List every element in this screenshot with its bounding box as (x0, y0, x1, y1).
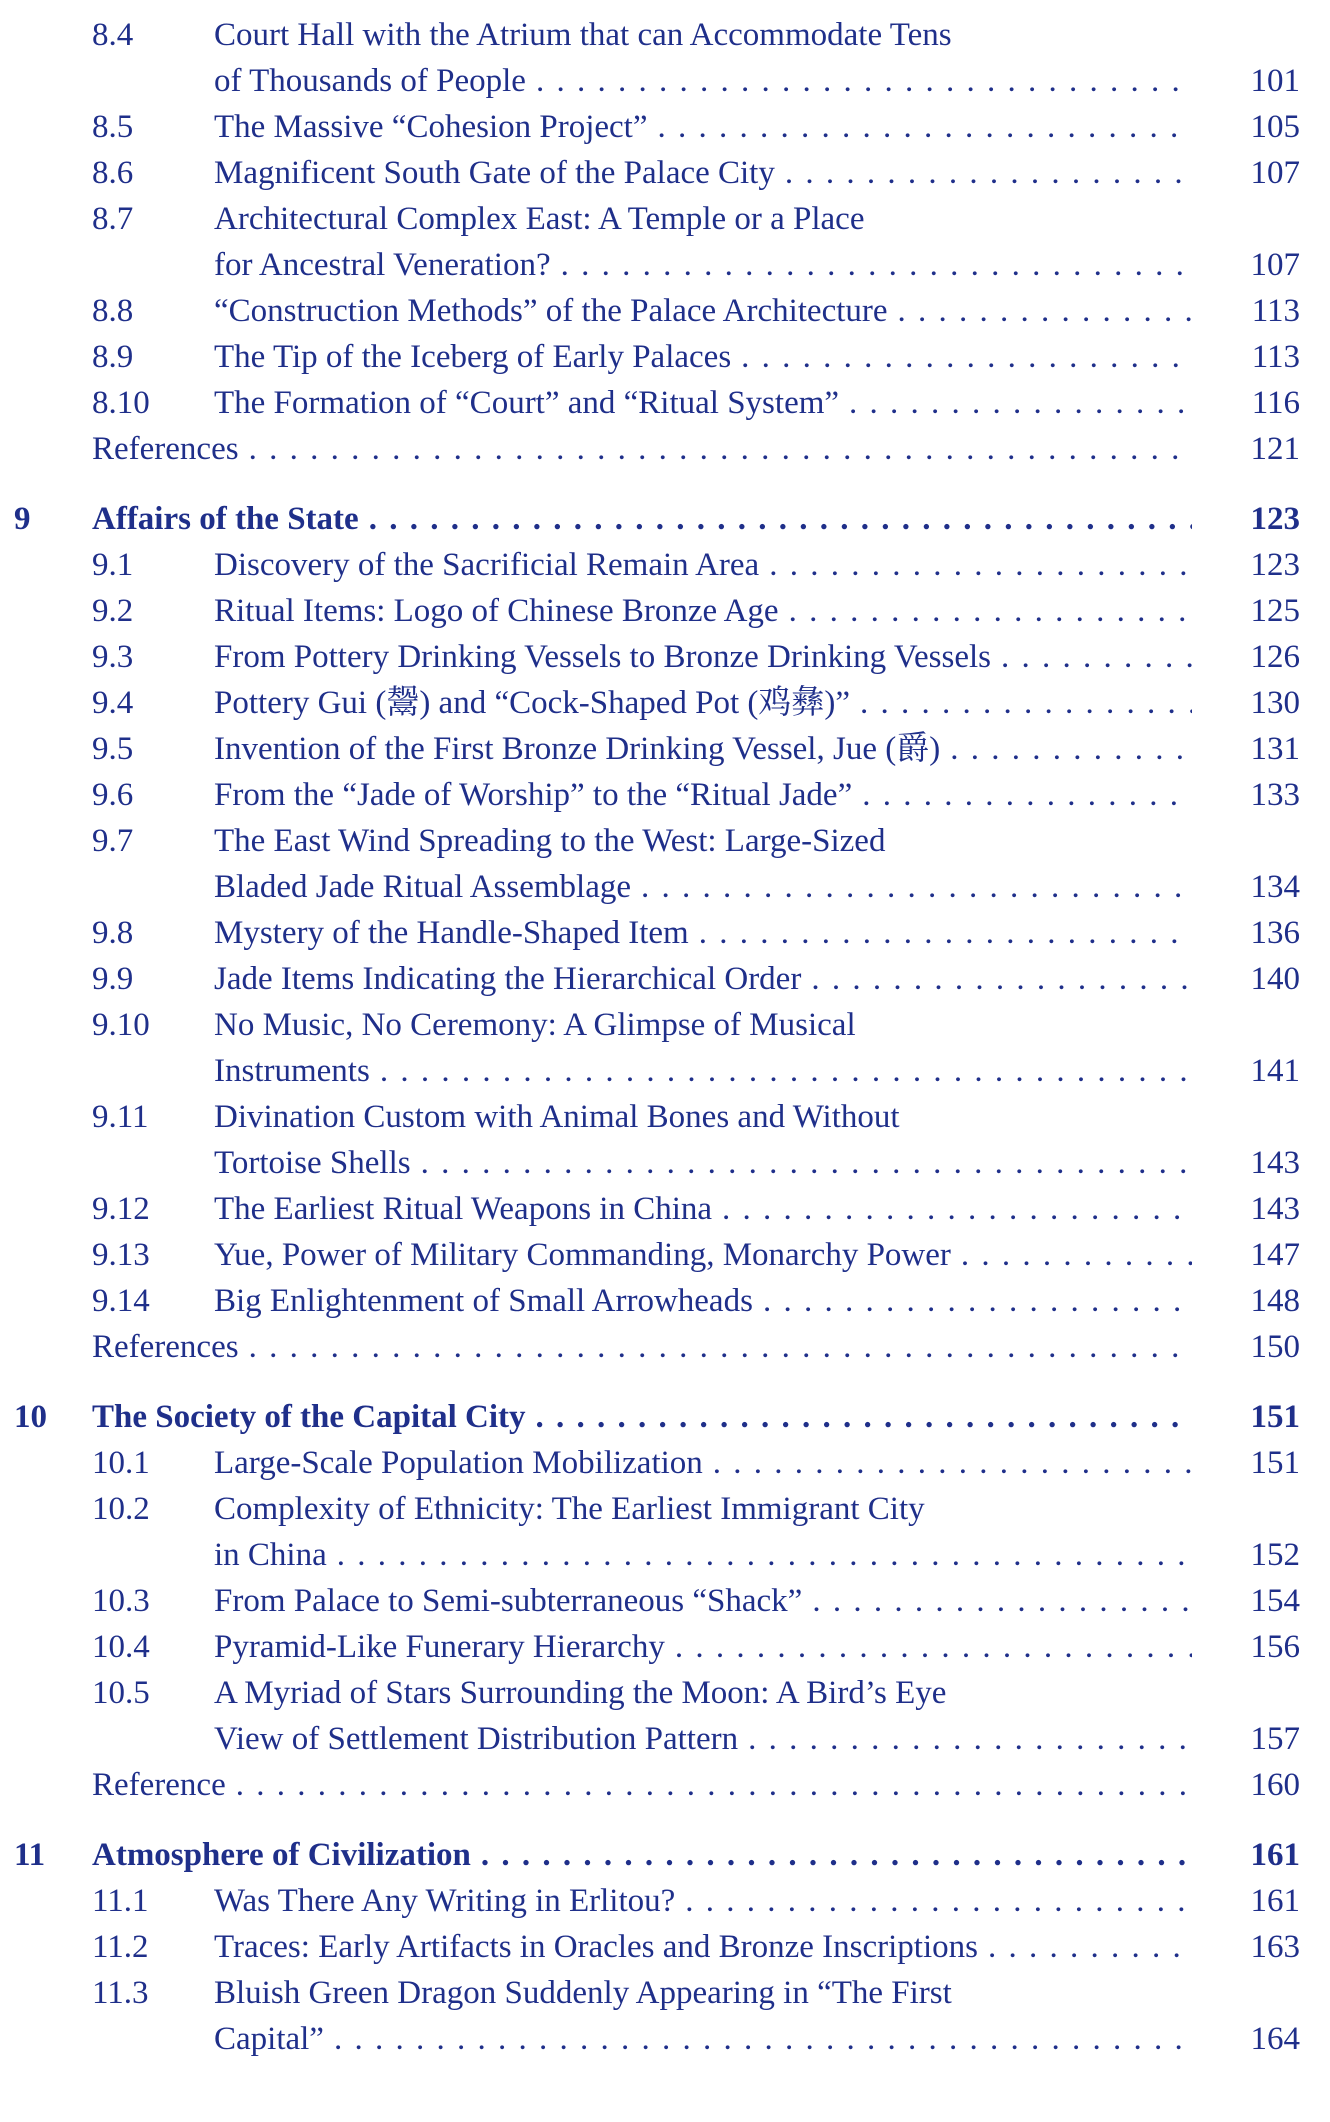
section-title: Bladed Jade Ritual Assemblage (214, 869, 631, 905)
dot-leader (940, 726, 1192, 772)
section-number: 9.2 (92, 593, 134, 629)
toc-section-row (0, 1048, 1330, 1094)
page-number: 164 (1250, 2021, 1300, 2057)
toc-section-row (0, 1486, 1330, 1532)
toc-chapter-row (0, 496, 1330, 542)
section-title: in China (214, 1537, 327, 1573)
toc-section-row (0, 910, 1330, 956)
dot-leader (359, 496, 1192, 542)
chapter-number: 9 (14, 501, 31, 537)
section-title: The East Wind Spreading to the West: Large-Sized (214, 823, 886, 859)
toc-section-row (0, 542, 1330, 588)
section-title: Large-Scale Population Mobilization (214, 1445, 703, 1481)
toc-section-row (0, 818, 1330, 864)
dot-leader (951, 1232, 1192, 1278)
page-number: 113 (1251, 293, 1300, 329)
page-number: 148 (1250, 1283, 1300, 1319)
dot-leader (327, 1532, 1192, 1578)
section-number: 11.1 (92, 1883, 149, 1919)
page-number: 131 (1250, 731, 1300, 767)
page-number: 161 (1250, 1837, 1300, 1873)
dot-leader (239, 1324, 1192, 1370)
section-title: Traces: Early Artifacts in Oracles and Bronze Inscriptions (214, 1929, 978, 1965)
page-number: 151 (1250, 1445, 1300, 1481)
dot-leader (471, 1832, 1192, 1878)
dot-leader (689, 910, 1192, 956)
dot-leader (526, 1394, 1192, 1440)
section-title: Instruments (214, 1053, 370, 1089)
toc-section-row (0, 864, 1330, 910)
section-number: 8.8 (92, 293, 134, 329)
section-number: 10.5 (92, 1675, 150, 1711)
toc-section-row (0, 288, 1330, 334)
section-number: 8.6 (92, 155, 134, 191)
page-number: 161 (1250, 1883, 1300, 1919)
dot-leader (738, 1716, 1192, 1762)
page-number: 163 (1250, 1929, 1300, 1965)
section-title: No Music, No Ceremony: A Glimpse of Musical (214, 1007, 856, 1043)
dot-leader (370, 1048, 1192, 1094)
chapter-title: Affairs of the State (92, 501, 359, 537)
chapter-title: Atmosphere of Civilization (92, 1837, 471, 1873)
dot-leader (324, 2016, 1192, 2062)
section-number: 9.11 (92, 1099, 149, 1135)
section-number: 8.10 (92, 385, 150, 421)
toc-section-row (0, 150, 1330, 196)
section-number: 11.3 (92, 1975, 149, 2011)
page-number: 134 (1250, 869, 1300, 905)
section-title: The Earliest Ritual Weapons in China (214, 1191, 713, 1227)
toc-section-row (0, 1532, 1330, 1578)
section-number: 8.9 (92, 339, 134, 375)
section-number: 10.3 (92, 1583, 150, 1619)
toc-section-row (0, 772, 1330, 818)
dot-leader (731, 334, 1192, 380)
dot-leader (665, 1624, 1192, 1670)
references-label: Reference (92, 1767, 226, 1803)
section-title: Was There Any Writing in Erlitou? (214, 1883, 676, 1919)
section-title: Capital” (214, 2021, 324, 2057)
toc-section-row (0, 1440, 1330, 1486)
page-number: 147 (1250, 1237, 1300, 1273)
page-number: 136 (1250, 915, 1300, 951)
section-title: The Massive “Cohesion Project” (214, 109, 648, 145)
section-title: of Thousands of People (214, 63, 526, 99)
chapter-title: The Society of the Capital City (92, 1399, 526, 1435)
toc-section-row (0, 1624, 1330, 1670)
dot-leader (226, 1762, 1192, 1808)
page-number: 154 (1250, 1583, 1300, 1619)
page-number: 107 (1250, 247, 1300, 283)
toc-section-row (0, 1716, 1330, 1762)
section-number: 10.2 (92, 1491, 150, 1527)
section-number: 9.4 (92, 685, 134, 721)
toc-section-row (0, 1140, 1330, 1186)
dot-leader (712, 1186, 1192, 1232)
section-number: 9.7 (92, 823, 134, 859)
section-title: Big Enlightenment of Small Arrowheads (214, 1283, 753, 1319)
references-label: References (92, 431, 239, 467)
page-number: 140 (1250, 961, 1300, 997)
section-title: Magnificent South Gate of the Palace City (214, 155, 775, 191)
section-title: Complexity of Ethnicity: The Earliest Immigrant City (214, 1491, 925, 1527)
dot-leader (647, 104, 1192, 150)
toc-section-row (0, 1094, 1330, 1140)
dot-leader (779, 588, 1192, 634)
toc-references-row (0, 1762, 1330, 1808)
dot-leader (802, 1578, 1192, 1624)
section-number: 9.12 (92, 1191, 150, 1227)
section-title: for Ancestral Veneration? (214, 247, 551, 283)
dot-leader (703, 1440, 1192, 1486)
dot-leader (991, 634, 1192, 680)
page-number: 130 (1250, 685, 1300, 721)
toc-section-row (0, 1278, 1330, 1324)
section-title: From Palace to Semi-subterraneous “Shack” (214, 1583, 803, 1619)
page-number: 101 (1250, 63, 1300, 99)
section-number: 8.7 (92, 201, 134, 237)
page-number: 123 (1250, 547, 1300, 583)
page-number: 113 (1251, 339, 1300, 375)
section-title: The Formation of “Court” and “Ritual System” (214, 385, 840, 421)
section-title: Yue, Power of Military Commanding, Monarchy Power (214, 1237, 951, 1273)
section-title: Architectural Complex East: A Temple or a Place (214, 201, 865, 237)
toc-section-row (0, 634, 1330, 680)
dot-leader (888, 288, 1192, 334)
section-number: 9.3 (92, 639, 134, 675)
section-title: Tortoise Shells (214, 1145, 411, 1181)
dot-leader (631, 864, 1192, 910)
toc-section-row (0, 242, 1330, 288)
section-number: 8.4 (92, 17, 134, 53)
toc-section-row (0, 588, 1330, 634)
toc-chapter-row (0, 1832, 1330, 1878)
section-title: Ritual Items: Logo of Chinese Bronze Age (214, 593, 779, 629)
toc-section-row (0, 104, 1330, 150)
section-title: View of Settlement Distribution Pattern (214, 1721, 739, 1757)
toc-section-row (0, 1578, 1330, 1624)
toc-references-row (0, 1324, 1330, 1370)
dot-leader (551, 242, 1192, 288)
page-number: 143 (1250, 1145, 1300, 1181)
section-number: 9.9 (92, 961, 134, 997)
section-number: 9.13 (92, 1237, 150, 1273)
dot-leader (978, 1924, 1192, 1970)
toc-section-row (0, 380, 1330, 426)
dot-leader (839, 380, 1192, 426)
dot-leader (775, 150, 1192, 196)
page-number: 156 (1250, 1629, 1300, 1665)
page-number: 121 (1250, 431, 1300, 467)
section-title: From the “Jade of Worship” to the “Ritual Jade” (214, 777, 853, 813)
page-number: 160 (1250, 1767, 1300, 1803)
section-title: Mystery of the Handle-Shaped Item (214, 915, 689, 951)
dot-leader (801, 956, 1192, 1002)
chapter-number: 11 (14, 1837, 46, 1873)
dot-leader (759, 542, 1192, 588)
section-title: “Construction Methods” of the Palace Architecture (214, 293, 888, 329)
page-number: 141 (1250, 1053, 1300, 1089)
page-number: 151 (1250, 1399, 1300, 1435)
page-number: 123 (1250, 501, 1300, 537)
toc-section-row (0, 1878, 1330, 1924)
section-title: Pyramid-Like Funerary Hierarchy (214, 1629, 665, 1665)
section-title: Discovery of the Sacrificial Remain Area (214, 547, 760, 583)
dot-leader (239, 426, 1192, 472)
toc-section-row (0, 196, 1330, 242)
section-title: A Myriad of Stars Surrounding the Moon: A Bird’s Eye (214, 1675, 947, 1711)
toc-section-row (0, 680, 1330, 726)
section-number: 9.10 (92, 1007, 150, 1043)
dot-leader (852, 772, 1192, 818)
toc-section-row (0, 12, 1330, 58)
section-title: Court Hall with the Atrium that can Accommodate Tens (214, 17, 952, 53)
dot-leader (850, 680, 1192, 726)
toc-chapter-row (0, 1394, 1330, 1440)
toc-section-row (0, 1670, 1330, 1716)
toc-section-row (0, 1186, 1330, 1232)
section-number: 9.8 (92, 915, 134, 951)
section-number: 9.14 (92, 1283, 150, 1319)
dot-leader (753, 1278, 1192, 1324)
section-number: 9.5 (92, 731, 134, 767)
section-title: Pottery Gui (鬶) and “Cock-Shaped Pot (鸡彝)” (214, 685, 851, 721)
page-number: 150 (1250, 1329, 1300, 1365)
toc-section-row (0, 1232, 1330, 1278)
dot-leader (411, 1140, 1192, 1186)
page-number: 152 (1250, 1537, 1300, 1573)
toc-section-row (0, 726, 1330, 772)
section-number: 9.1 (92, 547, 134, 583)
page-number: 157 (1250, 1721, 1300, 1757)
section-number: 10.4 (92, 1629, 150, 1665)
section-number: 8.5 (92, 109, 134, 145)
toc-section-row (0, 58, 1330, 104)
toc-references-row (0, 426, 1330, 472)
page-number: 107 (1250, 155, 1300, 191)
section-title: The Tip of the Iceberg of Early Palaces (214, 339, 732, 375)
page-number: 143 (1250, 1191, 1300, 1227)
toc-section-row (0, 1002, 1330, 1048)
dot-leader (526, 58, 1192, 104)
page-number: 116 (1251, 385, 1300, 421)
section-title: From Pottery Drinking Vessels to Bronze Drinking Vessels (214, 639, 991, 675)
page-number: 125 (1250, 593, 1300, 629)
section-title: Invention of the First Bronze Drinking Vessel, Jue (爵) (214, 731, 941, 767)
section-number: 11.2 (92, 1929, 149, 1965)
toc-section-row (0, 1924, 1330, 1970)
dot-leader (675, 1878, 1192, 1924)
chapter-number: 10 (14, 1399, 47, 1435)
section-number: 9.6 (92, 777, 134, 813)
page-number: 126 (1250, 639, 1300, 675)
toc-section-row (0, 956, 1330, 1002)
section-title: Jade Items Indicating the Hierarchical Order (214, 961, 802, 997)
toc-section-row (0, 2016, 1330, 2062)
section-number: 10.1 (92, 1445, 150, 1481)
toc-section-row (0, 334, 1330, 380)
section-title: Bluish Green Dragon Suddenly Appearing in “The First (214, 1975, 952, 2011)
toc-section-row (0, 1970, 1330, 2016)
page-number: 105 (1250, 109, 1300, 145)
page-number: 133 (1250, 777, 1300, 813)
references-label: References (92, 1329, 239, 1365)
section-title: Divination Custom with Animal Bones and Without (214, 1099, 900, 1135)
